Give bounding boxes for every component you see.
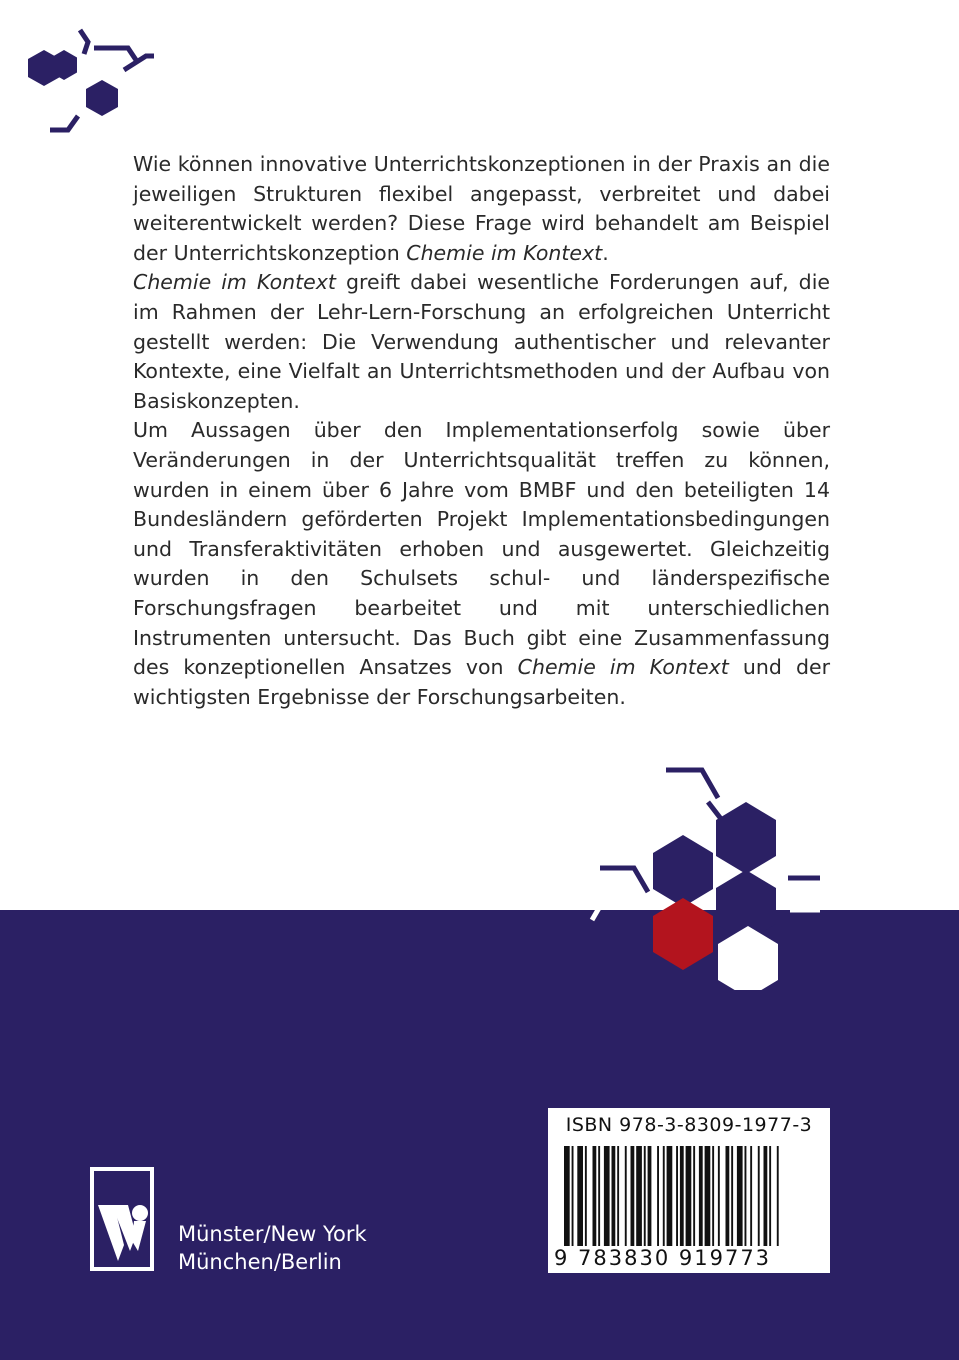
title-italic: Chemie im Kontext	[406, 240, 603, 265]
barcode-bar	[737, 1146, 743, 1246]
barcode-bar	[680, 1146, 684, 1246]
imprint-line-1: Münster/New York	[178, 1222, 367, 1246]
barcode-bar	[648, 1146, 652, 1246]
blurb-paragraph-1: Wie können innovative Unterrichtskonzeptionen in der Praxis an die jeweiligen Strukturen flexibel angepasst, verbreitet und dabei weiterentwickelt werden? Diese Frage wird behandelt am Beispiel der Unterrichtskonzeption Chemie im Kontext.	[133, 152, 830, 265]
publisher-imprint	[178, 1220, 367, 1276]
ean-digits: 9 783830 919773	[554, 1246, 772, 1270]
barcode-bar	[663, 1146, 665, 1246]
barcode-bar	[577, 1146, 583, 1246]
title-italic: Chemie im Kontext	[517, 655, 729, 680]
barcode-box	[548, 1108, 830, 1273]
barcode-bar	[612, 1146, 616, 1246]
blurb-paragraph-2: Chemie im Kontext greift dabei wesentliche Forderungen auf, die im Rahmen der Lehr-Lern-Forschung an erfolgreichen Unterricht gestellt werden: Die Verwendung authentischer und relevanter Kontexte, eine Vielfalt an Unterrichtsmethoden und der Aufbau von Basiskonzepten.	[133, 270, 830, 413]
hexagon-cluster-top-icon	[20, 20, 170, 150]
barcode-bar	[676, 1146, 678, 1246]
barcode-bar	[750, 1146, 752, 1246]
barcode-bar	[745, 1146, 747, 1246]
barcode-icon	[564, 1146, 820, 1246]
barcode-bar	[604, 1146, 610, 1246]
barcode-bar	[667, 1146, 673, 1246]
publisher-logo-icon	[88, 1165, 156, 1273]
back-cover-blurb	[133, 150, 830, 712]
barcode-bar	[617, 1146, 619, 1246]
barcode-bar	[657, 1146, 659, 1246]
hexagon-cluster-mid-icon	[570, 760, 840, 990]
barcode-bar	[731, 1146, 733, 1246]
isbn-label: ISBN 978-3-8309-1977-3	[565, 1114, 813, 1136]
imprint-line-2: München/Berlin	[178, 1250, 342, 1274]
barcode-bar	[625, 1146, 627, 1246]
barcode-bar	[705, 1146, 711, 1246]
barcode-bar	[718, 1146, 720, 1246]
barcode-bar	[631, 1146, 635, 1246]
barcode-bar	[726, 1146, 730, 1246]
blurb-paragraph-3: Um Aussagen über den Implementationserfolg sowie über Veränderungen in der Unterrichtsqualität treffen zu können, wurden in einem über 6 Jahre vom BMBF und den beteiligten 14 Bundesländern geförderten Projekt Implementationsbedingungen und Transferaktivitäten erhoben und ausgewertet. Gleichzeitig wurden in den Schulsets schul- und länderspezifische Forschungsfragen bearbeitet und mit unterschiedlichen Instrumenten untersucht. Das Buch gibt eine Zusammenfassung des konzeptionellen Ansatzes von Chemie im Kontext und der wichtigsten Ergebnisse der Forschungsarbeiten.	[133, 418, 831, 709]
barcode-bar	[598, 1146, 600, 1246]
barcode-bar	[572, 1146, 574, 1246]
barcode-bar	[593, 1146, 597, 1246]
barcode-bar	[699, 1146, 703, 1246]
barcode-bar	[585, 1146, 587, 1246]
barcode-bar	[644, 1146, 646, 1246]
barcode-bar	[777, 1146, 779, 1246]
title-italic: Chemie im Kontext	[133, 270, 336, 295]
barcode-bar	[758, 1146, 760, 1246]
barcode-bar	[636, 1146, 642, 1246]
barcode-bar	[712, 1146, 714, 1246]
barcode-bar	[686, 1146, 692, 1246]
barcode-bar	[764, 1146, 768, 1246]
barcode-bar	[564, 1146, 570, 1246]
barcode-bar	[769, 1146, 771, 1246]
barcode-bar	[693, 1146, 695, 1246]
